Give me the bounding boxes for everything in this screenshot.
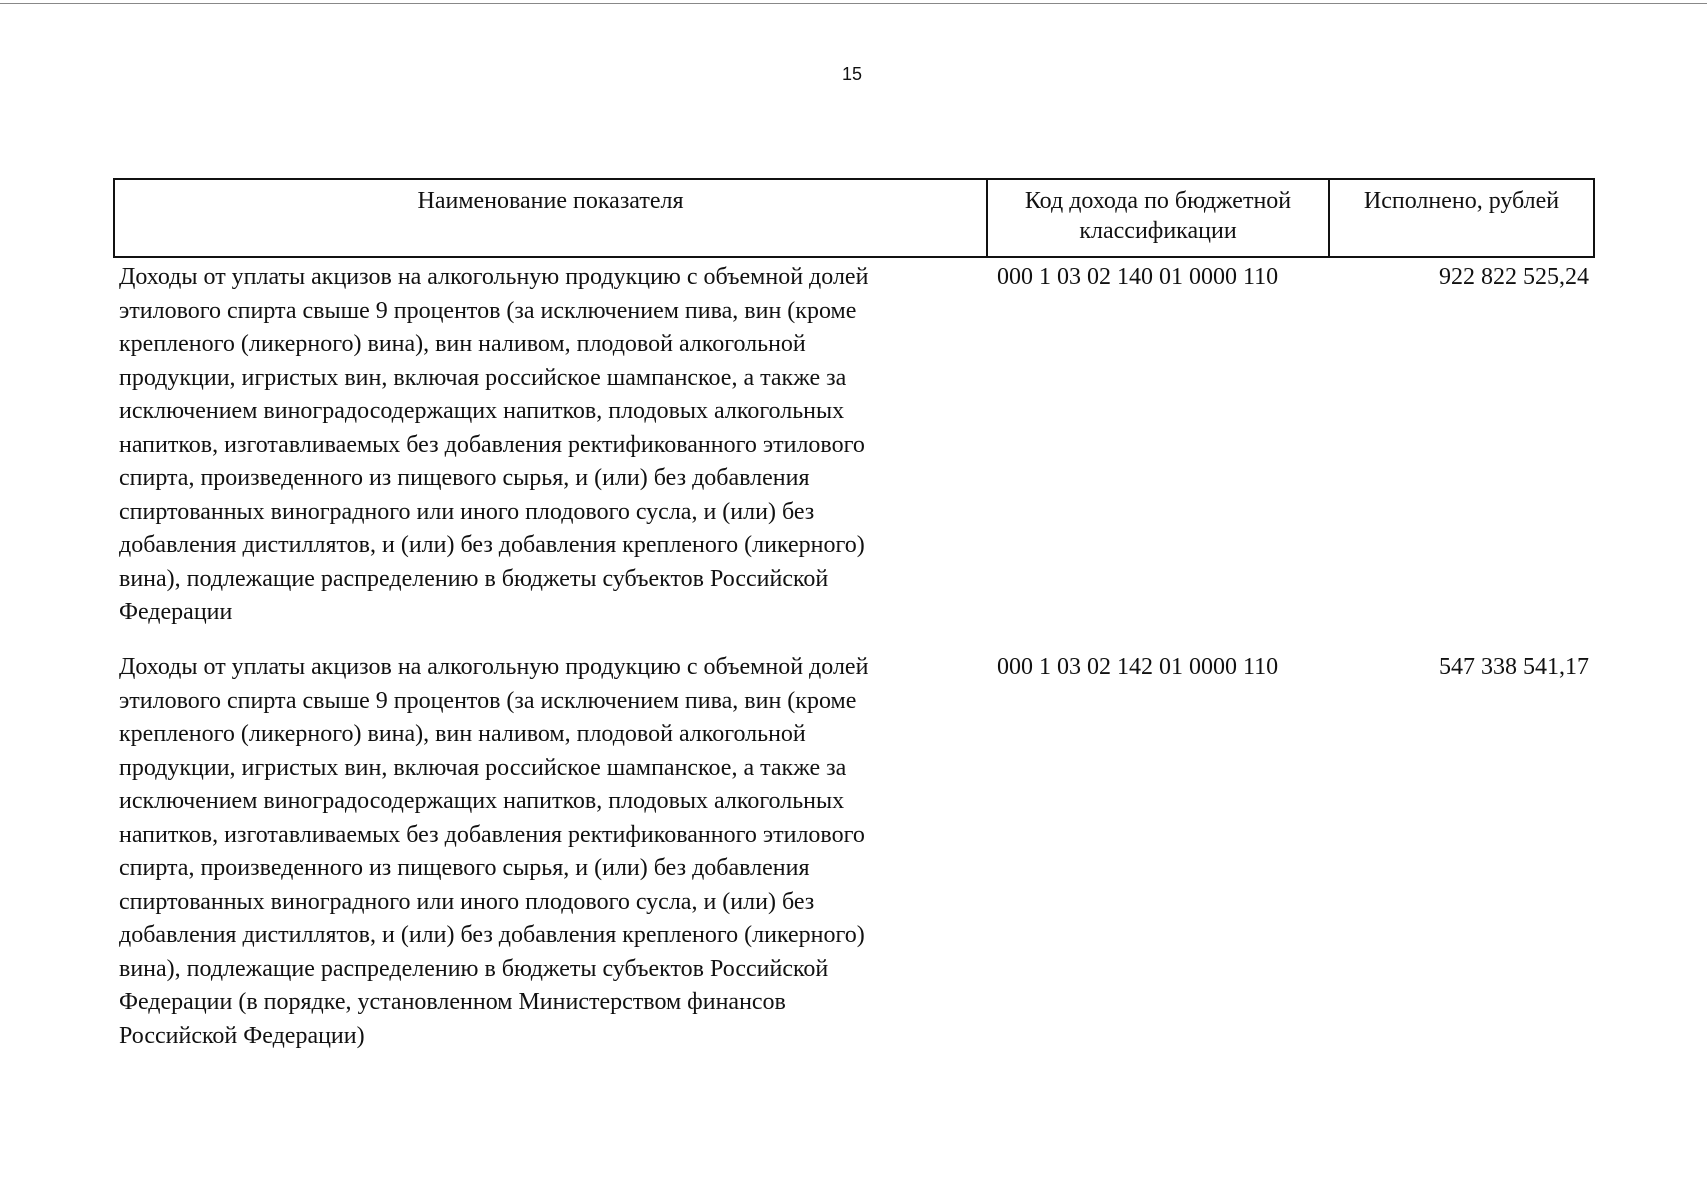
- header-name: Наименование показателя: [115, 180, 988, 256]
- top-scan-rule: [0, 3, 1707, 4]
- table-header: [113, 178, 1595, 258]
- table-row: [119, 261, 1597, 631]
- row-name: Доходы от уплаты акцизов на алкогольную продукцию с объемной долей этилового спирта свыше 9 процентов (за исключением пива, вин (кроме крепленого (ликерного) вина), вин наливом, плодовой алкогольной продукции, игристых вин, включая российское шампанское, а также за исключением виноградосодержащих напитков, плодовых алкогольных напитков, изготавливаемых без добавления ректификованного этилового спирта, произведенного из пищевого сырья, и (или) без добавления спиртованных виноградного или иного плодового сусла, и (или) без добавления дистиллятов, и (или) без добавления крепленого (ликерного) вина), подлежащие распределению в бюджеты субъектов Российской Федерации (в порядке, установленном Министерством финансов Российской Федерации): [119, 654, 869, 1049]
- header-code: Код дохода по бюджетной классификации: [988, 180, 1330, 256]
- row-name: Доходы от уплаты акцизов на алкогольную продукцию с объемной долей этилового спирта свыше 9 процентов (за исключением пива, вин (кроме крепленого (ликерного) вина), вин наливом, плодовой алкогольной продукции, игристых вин, включая российское шампанское, а также за исключением виноградосодержащих напитков, плодовых алкогольных напитков, изготавливаемых без добавления ректификованного этилового спирта, произведенного из пищевого сырья, и (или) без добавления спиртованных виноградного или иного плодового сусла, и (или) без добавления дистиллятов, и (или) без добавления крепленого (ликерного) вина), подлежащие распределению в бюджеты субъектов Российской Федерации: [119, 264, 869, 625]
- row-amount: 922 822 525,24: [1439, 264, 1589, 290]
- table-row: [119, 651, 1597, 1051]
- header-executed: Исполнено, рублей: [1363, 188, 1560, 214]
- page-number: 15: [842, 64, 863, 84]
- row-amount: 547 338 541,17: [1439, 654, 1589, 680]
- row-code: 000 1 03 02 140 01 0000 110: [997, 264, 1279, 290]
- row-code: 000 1 03 02 142 01 0000 110: [997, 654, 1279, 680]
